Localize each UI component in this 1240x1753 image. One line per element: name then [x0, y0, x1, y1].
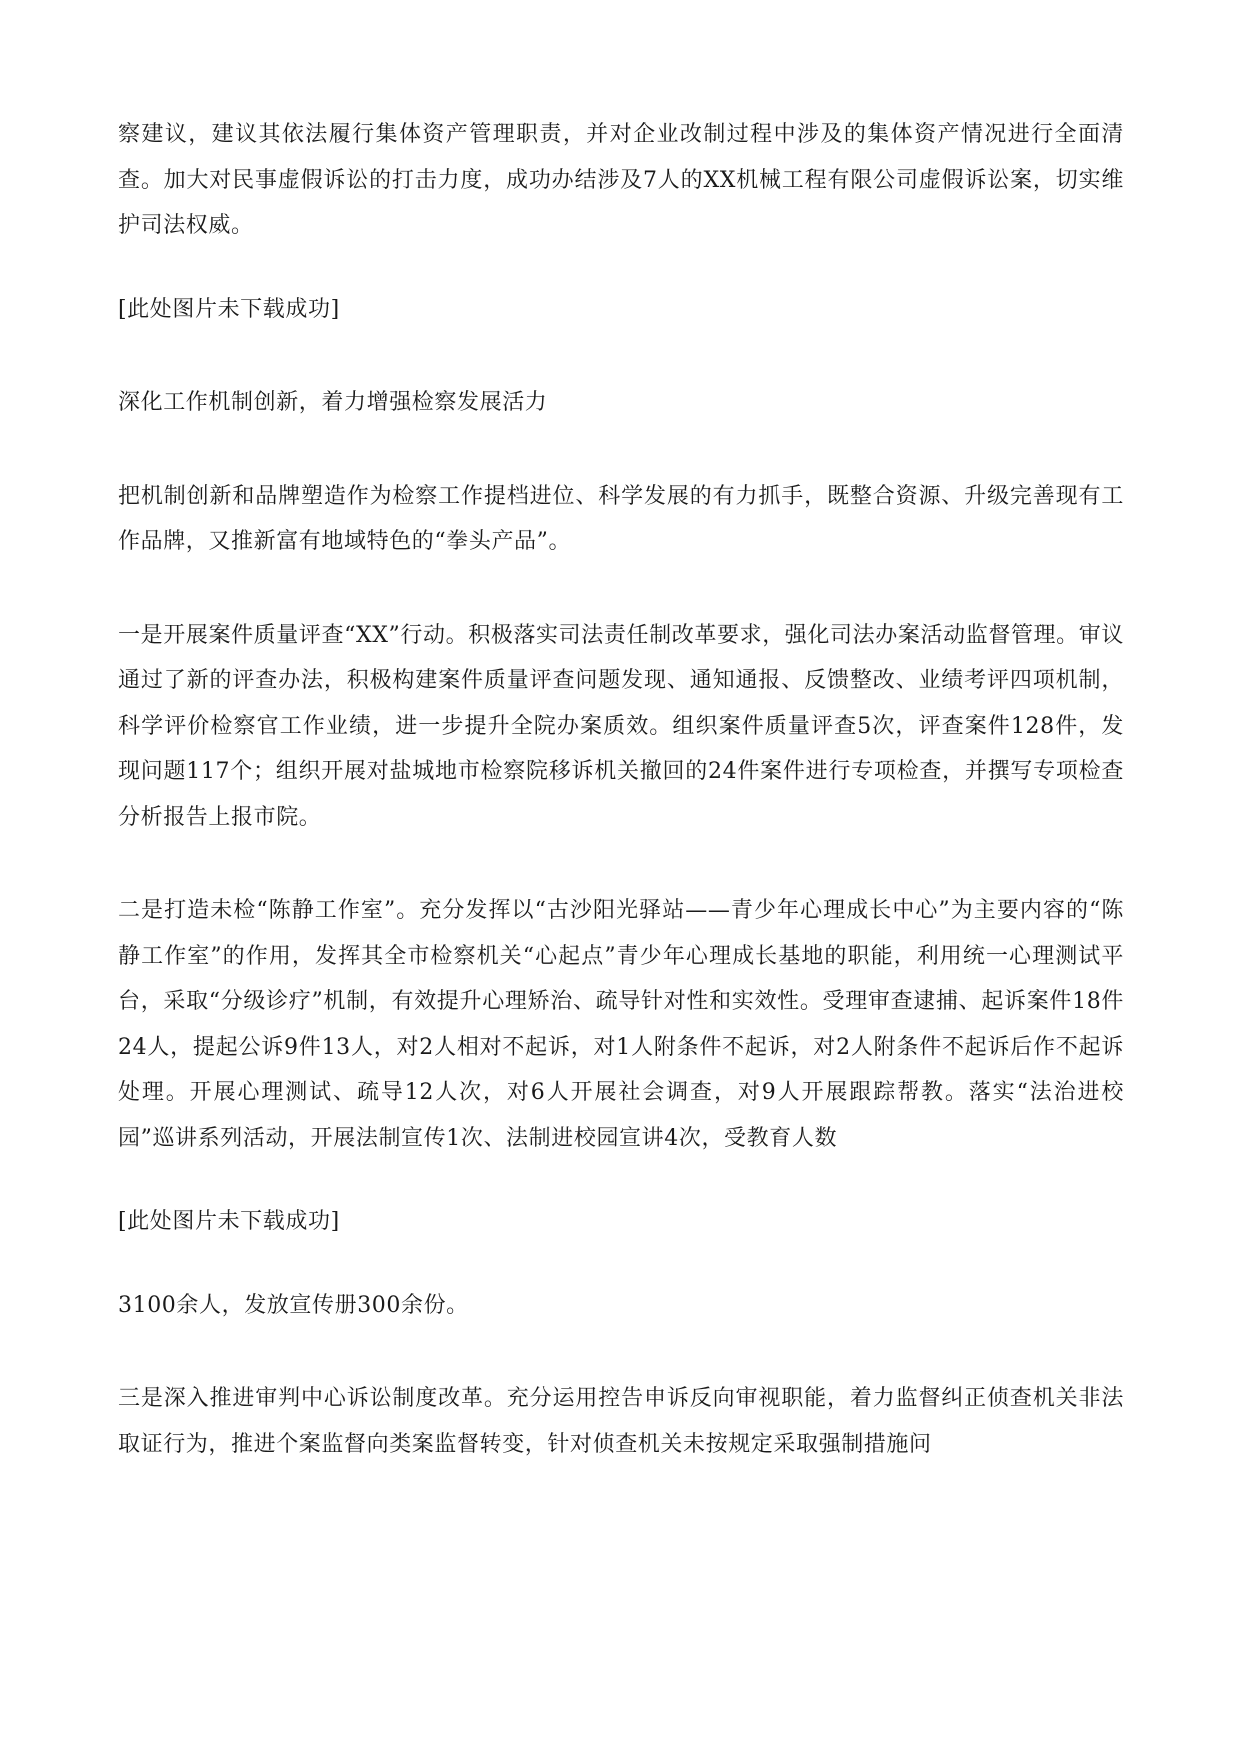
image-placeholder: [此处图片未下载成功]: [118, 296, 340, 322]
paragraph-mechanism-innovation: 把机制创新和品牌塑造作为检察工作提档进位、科学发展的有力抓手，既整合资源、升级完善现有工作品牌，又推新富有地域特色的“拳头产品”。: [118, 483, 1124, 554]
paragraph-trial-reform: 三是深入推进审判中心诉讼制度改革。充分运用控告申诉反向审视职能，着力监督纠正侦查机关非法取证行为，推进个案监督向类案监督转变，针对侦查机关未按规定采取强制措施问: [118, 1386, 1124, 1457]
paragraph-case-quality-review: 一是开展案件质量评查“XX”行动。积极落实司法责任制改革要求，强化司法办案活动监督管理。审议通过了新的评查办法，积极构建案件质量评查问题发现、通知通报、反馈整改、业绩考评四项机制，科学评价检察官工作业绩，进一步提升全院办案质效。组织案件质量评查5次，评查案件128件，发现问题117个；组织开展对盐城地市检察院移诉机关撤回的24件案件进行专项检查，并撰写专项检查分析报告上报市院。: [118, 622, 1124, 830]
document-page: [118, 112, 1124, 1467]
paragraph-supervision-suggestion: 察建议，建议其依法履行集体资产管理职责，并对企业改制过程中涉及的集体资产情况进行全面清查。加大对民事虚假诉讼的打击力度，成功办结涉及7人的XX机械工程有限公司虚假诉讼案，切实维护司法权威。: [118, 122, 1124, 238]
section-heading: 深化工作机制创新，着力增强检察发展活力: [118, 390, 548, 415]
paragraph-continued-count: 3100余人，发放宣传册300余份。: [118, 1292, 469, 1318]
image-placeholder: [此处图片未下载成功]: [118, 1209, 340, 1234]
paragraph-chenjing-studio: 二是打造未检“陈静工作室”。充分发挥以“古沙阳光驿站——青少年心理成长中心”为主要内容的“陈静工作室”的作用，发挥其全市检察机关“心起点”青少年心理成长基地的职能，利用统一心理测试平台，采取“分级诊疗”机制，有效提升心理矫治、疏导针对性和实效性。受理审查逮捕、起诉案件18件24人，提起公诉9件13人，对2人相对不起诉，对1人附条件不起诉，对2人附条件不起诉后作不起诉处理。开展心理测试、疏导12人次，对6人开展社会调查，对9人开展跟踪帮教。落实“法治进校园”巡讲系列活动，开展法制宣传1次、法制进校园宣讲4次，受教育人数: [118, 898, 1124, 1151]
